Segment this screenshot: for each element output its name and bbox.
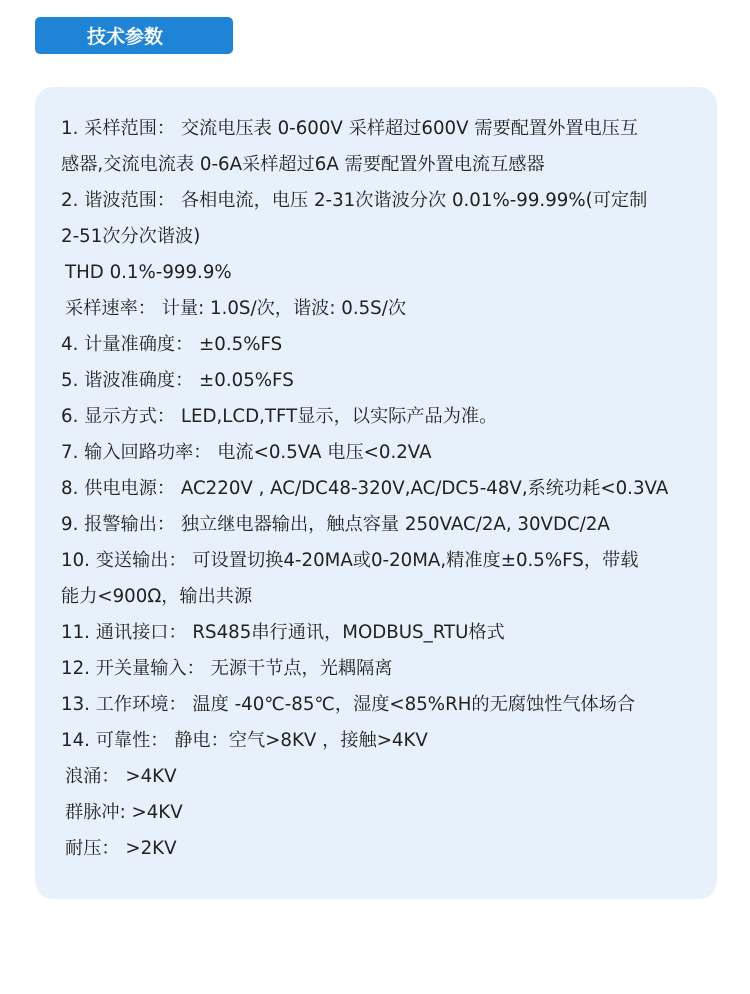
spec-line: 能力<900Ω，输出共源 [61,586,253,607]
spec-line: 2. 谐波范围： 各相电流，电压 2-31次谐波分次 0.01%-99.99%(可定制 [61,190,648,211]
spec-line: 浪涌： >4KV [65,766,177,787]
spec-line: 群脉冲: >4KV [65,802,183,823]
spec-line: 耐压： >2KV [65,838,177,859]
section-title-tab [35,17,233,54]
spec-line: 4. 计量准确度： ±0.5%FS [61,334,283,355]
spec-line: 2-51次分次谐波) [61,226,201,247]
spec-line: 14. 可靠性： 静电：空气>8KV ，接触>4KV [61,730,428,751]
spec-line: 8. 供电电源： AC220V , AC/DC48-320V,AC/DC5-48V,系统功耗<0.3VA [61,478,669,499]
spec-line: 采样速率： 计量: 1.0S/次，谐波: 0.5S/次 [65,298,407,319]
spec-card [35,87,717,899]
spec-line: 感器,交流电流表 0-6A采样超过6A 需要配置外置电流互感器 [61,154,545,175]
spec-line: 12. 开关量输入： 无源干节点，光耦隔离 [61,658,393,679]
spec-line: 7. 输入回路功率： 电流<0.5VA 电压<0.2VA [61,442,432,463]
spec-line: 6. 显示方式： LED,LCD,TFT显示，以实际产品为准。 [61,406,498,427]
spec-line: 5. 谐波准确度： ±0.05%FS [61,370,294,391]
spec-line: 10. 变送输出： 可设置切换4-20MA或0-20MA,精准度±0.5%FS，带载 [61,550,639,571]
spec-line: 13. 工作环境： 温度 -40℃-85℃，湿度<85%RH的无腐蚀性气体场合 [61,694,636,715]
section-title: 技术参数 [87,26,164,48]
spec-line: THD 0.1%-999.9% [65,262,232,283]
spec-line: 1. 采样范围： 交流电压表 0-600V 采样超过600V 需要配置外置电压互 [61,118,639,139]
spec-line: 11. 通讯接口： RS485串行通讯，MODBUS_RTU格式 [61,622,505,643]
spec-line: 9. 报警输出： 独立继电器输出，触点容量 250VAC/2A, 30VDC/2A [61,514,610,535]
